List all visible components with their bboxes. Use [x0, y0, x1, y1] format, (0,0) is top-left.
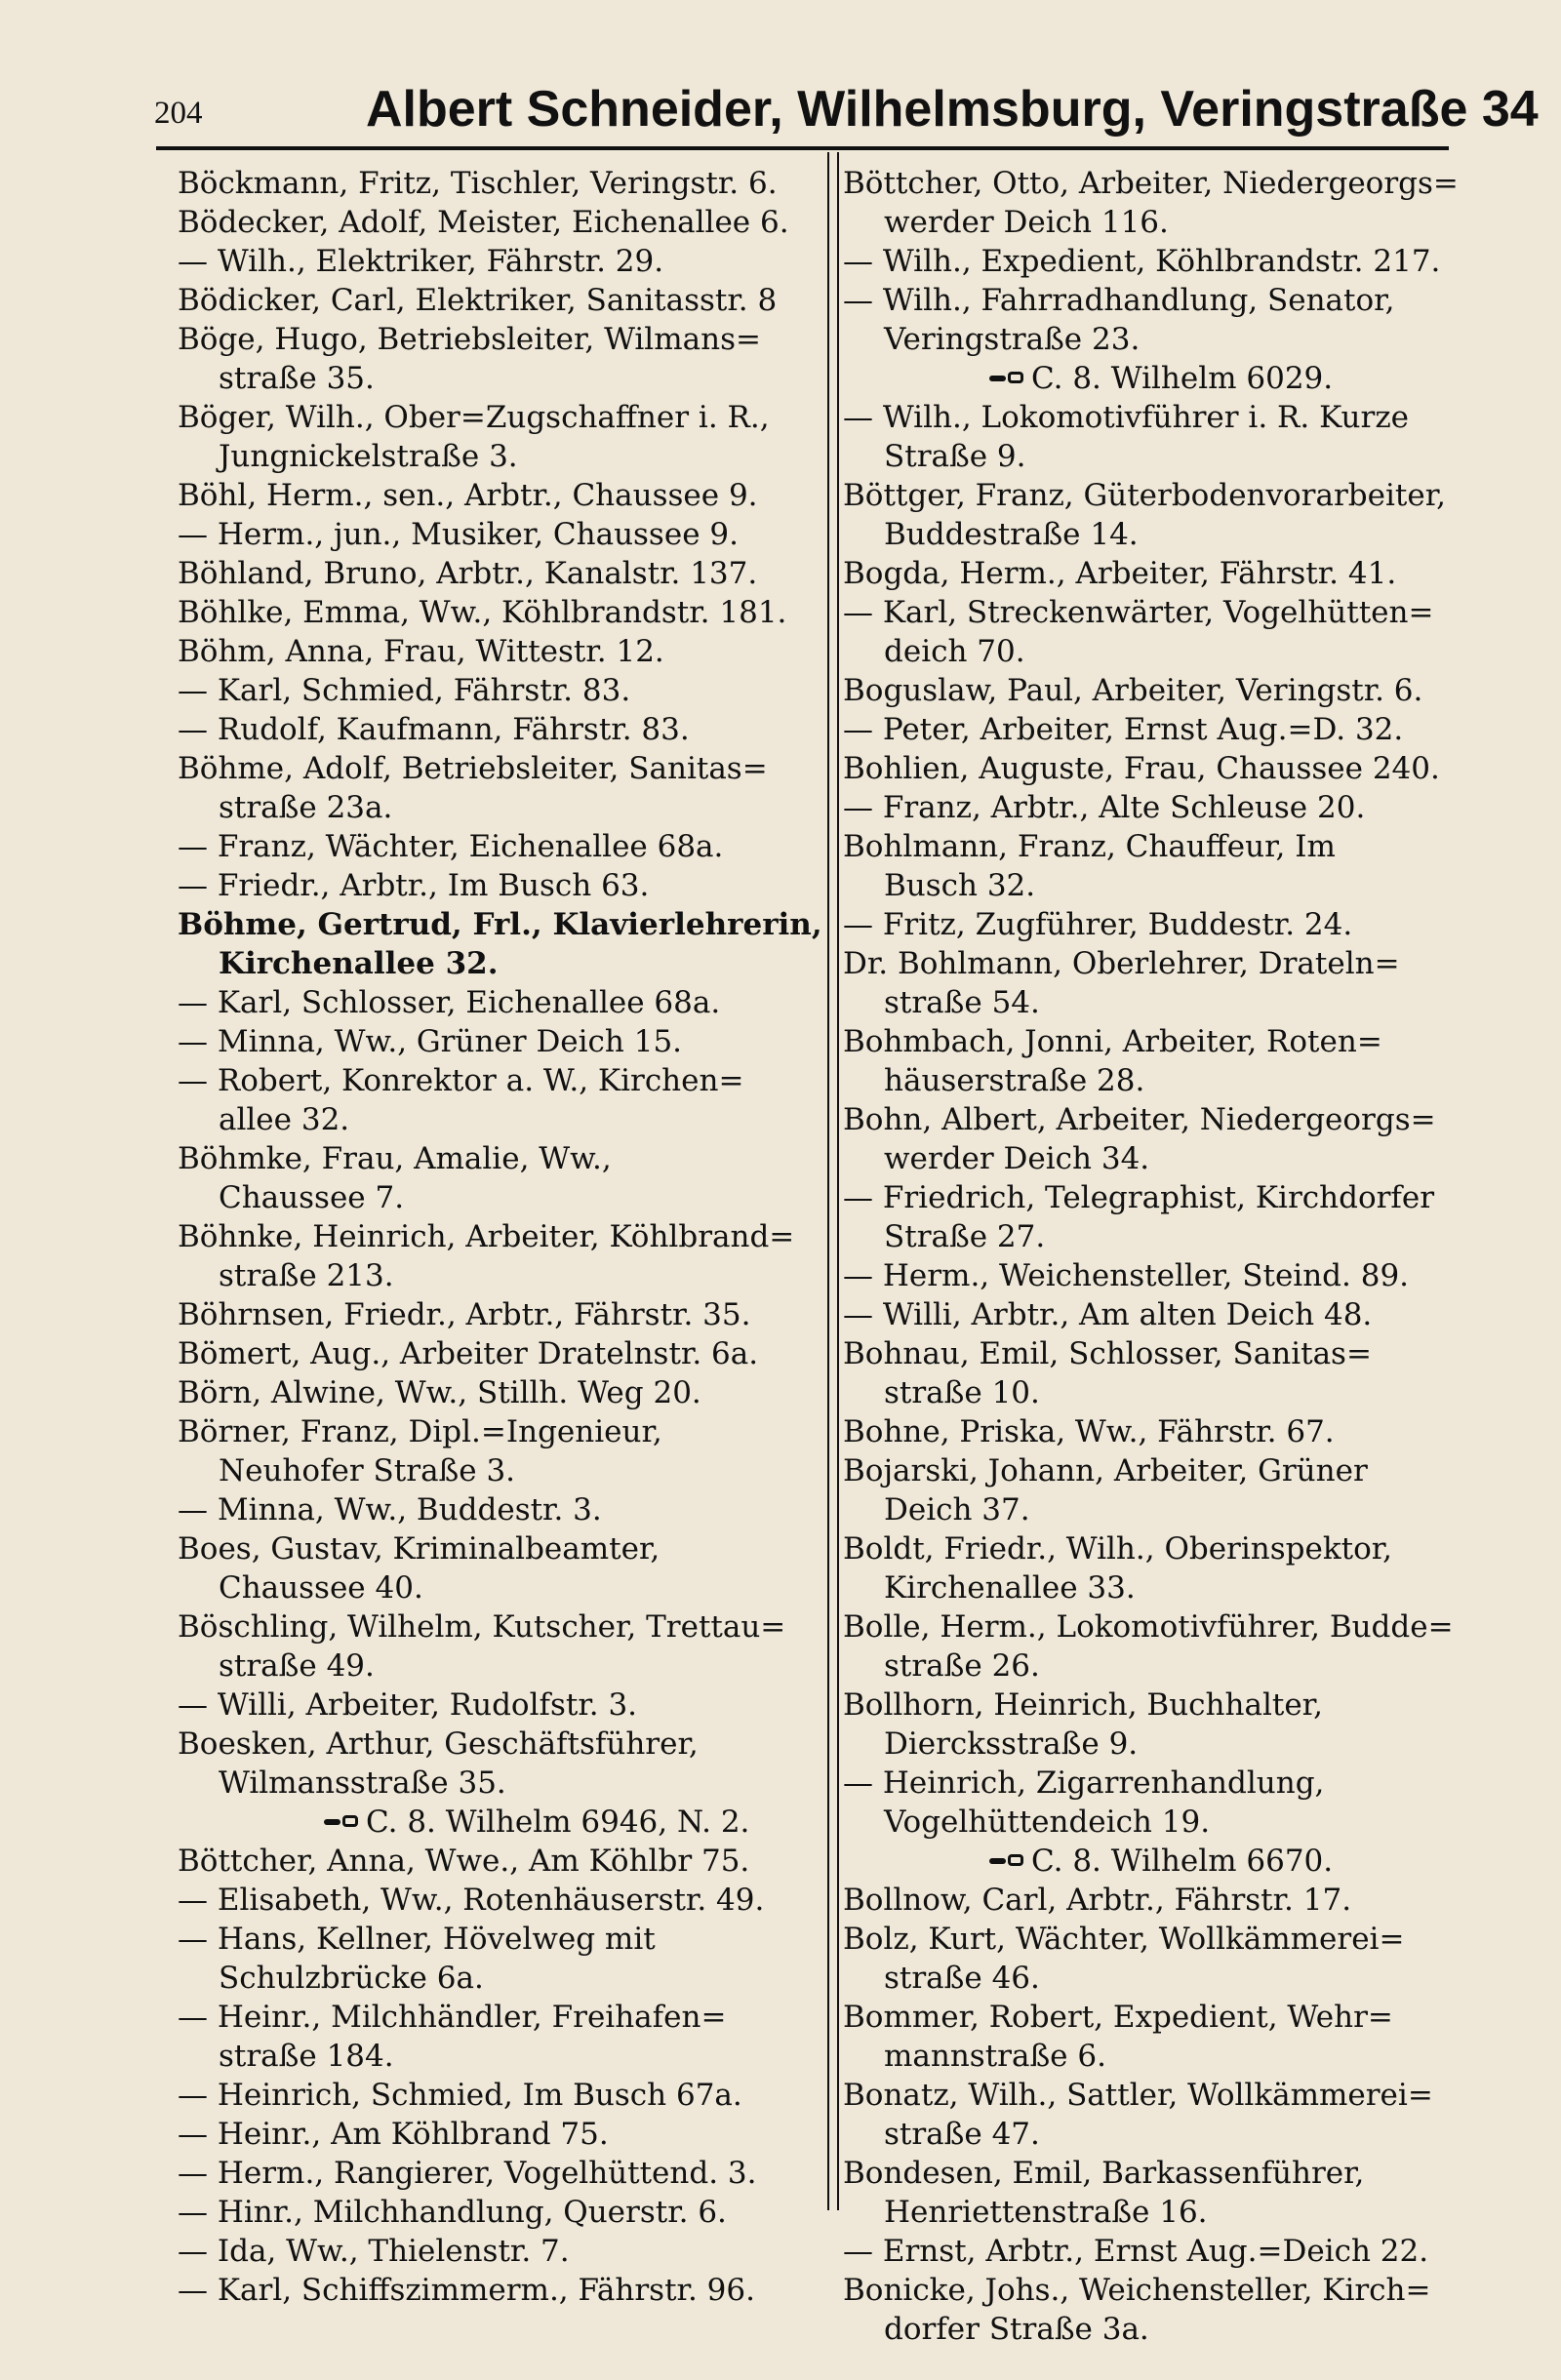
directory-line [843, 1842, 1526, 1881]
directory-line [843, 1959, 1526, 1998]
directory-line [178, 2193, 823, 2232]
directory-entry-text: straße 184. [219, 2039, 394, 2074]
directory-line [843, 1100, 1526, 1139]
directory-line [178, 1881, 823, 1920]
directory-entry-text: Bonatz, Wilh., Sattler, Wollkämmerei= [843, 2078, 1433, 2113]
directory-entry-text: Böge, Hugo, Betriebsleiter, Wilmans= [178, 322, 761, 357]
directory-line [178, 2115, 823, 2154]
directory-entry-text: — Heinrich, Zigarrenhandlung, [843, 1765, 1325, 1801]
directory-line [178, 1490, 823, 1529]
directory-entry-text: — Peter, Arbeiter, Ernst Aug.=D. 32. [843, 712, 1404, 747]
directory-entry-text: Böhland, Bruno, Arbtr., Kanalstr. 137. [178, 556, 758, 591]
directory-line [843, 1256, 1526, 1295]
directory-line [843, 2193, 1526, 2232]
directory-line [843, 1646, 1526, 1686]
directory-line [178, 242, 823, 281]
directory-entry-text: — Wilh., Expedient, Köhlbrandstr. 217. [843, 244, 1441, 279]
directory-line [843, 359, 1526, 398]
directory-line [178, 203, 823, 242]
directory-line [843, 1334, 1526, 1373]
directory-line [178, 1139, 823, 1178]
telephone-icon [989, 1854, 1023, 1868]
directory-entry-text: Diercksstraße 9. [884, 1726, 1139, 1762]
page-number: 204 [154, 96, 203, 131]
directory-line [843, 1373, 1526, 1412]
directory-entry-text: Chaussee 40. [219, 1570, 423, 1606]
directory-entry-text: Bohnau, Emil, Schlosser, Sanitas= [843, 1336, 1372, 1371]
directory-entry-text: — Fritz, Zugführer, Buddestr. 24. [843, 907, 1353, 942]
directory-entry-text: Boldt, Friedr., Wilh., Oberinspektor, [843, 1531, 1393, 1567]
directory-line [178, 359, 823, 398]
directory-entry-text: — Wilh., Lokomotivführer i. R. Kurze [843, 400, 1410, 435]
directory-entry-text: allee 32. [219, 1102, 350, 1137]
directory-entry-text: straße 213. [219, 1258, 394, 1293]
directory-entry-text: — Ernst, Arbtr., Ernst Aug.=Deich 22. [843, 2234, 1429, 2269]
directory-entry-text: Buddestraße 14. [884, 517, 1139, 552]
directory-line [178, 476, 823, 515]
directory-line [178, 1725, 823, 1764]
directory-line [843, 944, 1526, 983]
directory-entry-text: Schulzbrücke 6a. [219, 1961, 484, 1996]
directory-line [178, 1920, 823, 1959]
directory-line [843, 164, 1526, 203]
directory-line [843, 554, 1526, 593]
directory-entry-text: Jungnickelstraße 3. [219, 439, 518, 474]
directory-line [843, 2271, 1526, 2310]
directory-line [178, 320, 823, 359]
directory-line [843, 905, 1526, 944]
directory-line [843, 1568, 1526, 1607]
directory-entry-text: Vogelhüttendeich 19. [884, 1805, 1211, 1840]
directory-entry-text: Böhme, Adolf, Betriebsleiter, Sanitas= [178, 751, 768, 786]
directory-line [843, 1998, 1526, 2037]
directory-entry-text: mannstraße 6. [884, 2039, 1106, 2074]
directory-line [843, 1686, 1526, 1725]
telephone-icon [989, 372, 1023, 385]
directory-entry-text: — Karl, Schmied, Fährstr. 83. [178, 673, 631, 708]
directory-line [843, 671, 1526, 710]
directory-line [178, 983, 823, 1022]
directory-entry-text: Böttcher, Otto, Arbeiter, Niedergeorgs= [843, 166, 1459, 201]
directory-line [178, 1295, 823, 1334]
directory-entry-text: dorfer Straße 3a. [884, 2312, 1149, 2347]
directory-line [843, 437, 1526, 476]
directory-line [843, 1412, 1526, 1451]
directory-entry-text: Böhnke, Heinrich, Arbeiter, Köhlbrand= [178, 1219, 795, 1254]
directory-entry-text: — Karl, Schiffszimmerm., Fährstr. 96. [178, 2273, 755, 2308]
directory-entry-text: Dr. Bohlmann, Oberlehrer, Drateln= [843, 946, 1400, 981]
directory-entry-text: — Minna, Ww., Grüner Deich 15. [178, 1024, 683, 1059]
directory-line [178, 515, 823, 554]
directory-entry-text: — Herm., Weichensteller, Steind. 89. [843, 1258, 1410, 1293]
directory-line [843, 866, 1526, 905]
directory-entry-text: Börn, Alwine, Ww., Stillh. Weg 20. [178, 1375, 701, 1410]
directory-entry-text: Straße 9. [884, 439, 1026, 474]
directory-entry-text: — Karl, Streckenwärter, Vogelhütten= [843, 595, 1434, 630]
directory-entry-text: C. 8. Wilhelm 6670. [1031, 1844, 1334, 1879]
directory-line [178, 1061, 823, 1100]
directory-entry-text: Bojarski, Johann, Arbeiter, Grüner [843, 1453, 1368, 1488]
directory-entry-text: — Heinr., Milchhändler, Freihafen= [178, 2000, 727, 2035]
directory-line [843, 2232, 1526, 2271]
directory-line [843, 1920, 1526, 1959]
directory-entry-text: Kirchenallee 32. [219, 946, 499, 981]
directory-entry-text: Veringstraße 23. [884, 322, 1141, 357]
directory-line [178, 1764, 823, 1803]
directory-entry-text: — Robert, Konrektor a. W., Kirchen= [178, 1063, 744, 1098]
directory-line [178, 2271, 823, 2310]
directory-entry-text: straße 35. [219, 361, 375, 396]
directory-entry-text: — Herm., jun., Musiker, Chaussee 9. [178, 517, 739, 552]
directory-line [178, 1568, 823, 1607]
directory-line [843, 983, 1526, 1022]
directory-line [178, 1959, 823, 1998]
directory-line [178, 1373, 823, 1412]
directory-entry-text: — Franz, Arbtr., Alte Schleuse 20. [843, 790, 1366, 825]
directory-line [178, 671, 823, 710]
directory-line [843, 1529, 1526, 1568]
directory-entry-text: — Ida, Ww., Thielenstr. 7. [178, 2234, 570, 2269]
directory-entry-text: — Heinrich, Schmied, Im Busch 67a. [178, 2078, 742, 2113]
right-directory-column [843, 164, 1526, 2347]
directory-line [178, 1256, 823, 1295]
directory-entry-text: straße 23a. [219, 790, 393, 825]
directory-entry-text: Bollhorn, Heinrich, Buchhalter, [843, 1687, 1323, 1723]
directory-entry-text: Böhrnsen, Friedr., Arbtr., Fährstr. 35. [178, 1297, 751, 1332]
directory-line [843, 1803, 1526, 1842]
directory-entry-text: Bödecker, Adolf, Meister, Eichenallee 6. [178, 205, 789, 240]
directory-entry-text: Bohn, Albert, Arbeiter, Niedergeorgs= [843, 1102, 1436, 1137]
page-title: Albert Schneider, Wilhelmsburg, Veringstraße 34 [366, 81, 1539, 138]
directory-line [178, 164, 823, 203]
directory-line [178, 1686, 823, 1725]
directory-line [843, 1139, 1526, 1178]
directory-line [843, 242, 1526, 281]
directory-line [843, 1451, 1526, 1490]
directory-line [843, 1217, 1526, 1256]
directory-line [843, 1295, 1526, 1334]
directory-line [178, 710, 823, 749]
directory-entry-text: Busch 32. [884, 868, 1036, 903]
directory-line [843, 2076, 1526, 2115]
directory-entry-text: Neuhofer Straße 3. [219, 1453, 516, 1488]
directory-line [178, 827, 823, 866]
directory-entry-text: — Hans, Kellner, Hövelweg mit [178, 1922, 656, 1957]
directory-line [178, 2037, 823, 2076]
directory-line [178, 1217, 823, 1256]
directory-line [178, 1803, 823, 1842]
directory-line [178, 1529, 823, 1568]
directory-line [843, 1607, 1526, 1646]
directory-entry-text: — Herm., Rangierer, Vogelhüttend. 3. [178, 2156, 757, 2191]
directory-entry-text: — Friedr., Arbtr., Im Busch 63. [178, 868, 650, 903]
directory-entry-text: Böhm, Anna, Frau, Wittestr. 12. [178, 634, 664, 669]
directory-entry-text: — Wilh., Fahrradhandlung, Senator, [843, 283, 1395, 318]
directory-entry-text: Bohlien, Auguste, Frau, Chaussee 240. [843, 751, 1440, 786]
telephone-icon [324, 1815, 358, 1829]
directory-entry-text: straße 54. [884, 985, 1040, 1020]
directory-line [178, 788, 823, 827]
directory-entry-text: werder Deich 34. [884, 1141, 1150, 1176]
directory-line [178, 749, 823, 788]
directory-line [178, 2154, 823, 2193]
directory-line [178, 1334, 823, 1373]
directory-entry-text: Bollnow, Carl, Arbtr., Fährstr. 17. [843, 1883, 1352, 1918]
directory-entry-text: Böschling, Wilhelm, Kutscher, Trettau= [178, 1609, 786, 1645]
directory-line [843, 2154, 1526, 2193]
directory-entry-text: Henriettenstraße 16. [884, 2195, 1208, 2230]
directory-entry-text: — Minna, Ww., Buddestr. 3. [178, 1492, 602, 1527]
directory-line [178, 1451, 823, 1490]
directory-entry-text: Deich 37. [884, 1492, 1030, 1527]
directory-line [843, 710, 1526, 749]
directory-line [843, 203, 1526, 242]
directory-entry-text: Böhmke, Frau, Amalie, Ww., [178, 1141, 612, 1176]
directory-line [843, 320, 1526, 359]
directory-entry-text: Bolz, Kurt, Wächter, Wollkämmerei= [843, 1922, 1405, 1957]
directory-line [843, 1178, 1526, 1217]
directory-entry-text: Bödicker, Carl, Elektriker, Sanitasstr. 8 [178, 283, 778, 318]
directory-line [843, 1764, 1526, 1803]
directory-entry-text: Boes, Gustav, Kriminalbeamter, [178, 1531, 660, 1567]
directory-entry-text: Bohlmann, Franz, Chauffeur, Im [843, 829, 1336, 864]
directory-entry-text: — Karl, Schlosser, Eichenallee 68a. [178, 985, 721, 1020]
directory-line [178, 554, 823, 593]
directory-line [178, 905, 823, 944]
header-divider [156, 146, 1449, 150]
directory-entry-text: Bolle, Herm., Lokomotivführer, Budde= [843, 1609, 1454, 1645]
directory-entry-text: Böger, Wilh., Ober=Zugschaffner i. R., [178, 400, 770, 435]
directory-entry-text: Böhlke, Emma, Ww., Köhlbrandstr. 181. [178, 595, 787, 630]
directory-line [178, 398, 823, 437]
directory-entry-text: Böckmann, Fritz, Tischler, Veringstr. 6. [178, 166, 778, 201]
directory-entry-text: Bömert, Aug., Arbeiter Dratelnstr. 6a. [178, 1336, 759, 1371]
directory-line [843, 1881, 1526, 1920]
directory-entry-text: C. 8. Wilhelm 6946, N. 2. [366, 1805, 750, 1840]
directory-line [178, 593, 823, 632]
directory-entry-text: — Willi, Arbtr., Am alten Deich 48. [843, 1297, 1373, 1332]
directory-line [178, 1100, 823, 1139]
directory-line [843, 827, 1526, 866]
directory-line [843, 1022, 1526, 1061]
directory-line [843, 593, 1526, 632]
directory-entry-text: Bonicke, Johs., Weichensteller, Kirch= [843, 2273, 1431, 2308]
directory-entry-text: Kirchenallee 33. [884, 1570, 1136, 1606]
directory-line [843, 1725, 1526, 1764]
directory-entry-text: häuserstraße 28. [884, 1063, 1145, 1098]
directory-entry-text: — Elisabeth, Ww., Rotenhäuserstr. 49. [178, 1883, 765, 1918]
directory-line [843, 2037, 1526, 2076]
directory-entry-text: Chaussee 7. [219, 1180, 405, 1215]
directory-entry-text: Börner, Franz, Dipl.=Ingenieur, [178, 1414, 662, 1449]
left-directory-column [178, 164, 823, 2308]
directory-line [843, 281, 1526, 320]
directory-line [178, 281, 823, 320]
directory-entry-text: Straße 27. [884, 1219, 1046, 1254]
directory-entry-text: — Willi, Arbeiter, Rudolfstr. 3. [178, 1687, 638, 1723]
directory-line [178, 2076, 823, 2115]
directory-entry-text: — Rudolf, Kaufmann, Fährstr. 83. [178, 712, 690, 747]
directory-entry-text: werder Deich 116. [884, 205, 1169, 240]
directory-line [843, 749, 1526, 788]
directory-entry-text: Böhme, Gertrud, Frl., Klavierlehrerin, [178, 907, 822, 942]
directory-line [178, 1842, 823, 1881]
directory-entry-text: Bohmbach, Jonni, Arbeiter, Roten= [843, 1024, 1382, 1059]
directory-line [178, 1412, 823, 1451]
directory-entry-text: — Hinr., Milchhandlung, Querstr. 6. [178, 2195, 727, 2230]
directory-entry-text: — Franz, Wächter, Eichenallee 68a. [178, 829, 724, 864]
directory-entry-text: — Heinr., Am Köhlbrand 75. [178, 2117, 609, 2152]
directory-line [843, 2115, 1526, 2154]
directory-entry-text: straße 10. [884, 1375, 1040, 1410]
directory-line [843, 1061, 1526, 1100]
directory-line [843, 476, 1526, 515]
directory-entry-text: Böhl, Herm., sen., Arbtr., Chaussee 9. [178, 478, 758, 513]
column-divider [827, 152, 839, 2210]
directory-entry-text: C. 8. Wilhelm 6029. [1031, 361, 1334, 396]
directory-entry-text: Bohne, Priska, Ww., Fährstr. 67. [843, 1414, 1335, 1449]
directory-entry-text: straße 46. [884, 1961, 1040, 1996]
directory-line [843, 1490, 1526, 1529]
directory-entry-text: straße 26. [884, 1648, 1040, 1684]
directory-entry-text: Boguslaw, Paul, Arbeiter, Veringstr. 6. [843, 673, 1423, 708]
directory-line [178, 1178, 823, 1217]
directory-line [178, 1998, 823, 2037]
directory-line [843, 398, 1526, 437]
directory-entry-text: Böttcher, Anna, Wwe., Am Köhlbr 75. [178, 1844, 750, 1879]
directory-line [178, 2232, 823, 2271]
directory-line [843, 515, 1526, 554]
directory-entry-text: Boesken, Arthur, Geschäftsführer, [178, 1726, 699, 1762]
directory-line [843, 2310, 1526, 2349]
directory-entry-text: Böttger, Franz, Güterbodenvorarbeiter, [843, 478, 1446, 513]
directory-entry-text: Bondesen, Emil, Barkassenführer, [843, 2156, 1365, 2191]
directory-entry-text: deich 70. [884, 634, 1025, 669]
directory-entry-text: — Friedrich, Telegraphist, Kirchdorfer [843, 1180, 1435, 1215]
directory-entry-text: straße 47. [884, 2117, 1040, 2152]
directory-line [178, 944, 823, 983]
directory-line [178, 866, 823, 905]
directory-entry-text: straße 49. [219, 1648, 375, 1684]
directory-line [178, 1022, 823, 1061]
directory-line [843, 788, 1526, 827]
directory-line [843, 632, 1526, 671]
directory-entry-text: Wilmansstraße 35. [219, 1765, 506, 1801]
directory-entry-text: — Wilh., Elektriker, Fährstr. 29. [178, 244, 664, 279]
directory-line [178, 632, 823, 671]
directory-line [178, 1646, 823, 1686]
directory-entry-text: Bogda, Herm., Arbeiter, Fährstr. 41. [843, 556, 1397, 591]
directory-line [178, 437, 823, 476]
directory-entry-text: Bommer, Robert, Expedient, Wehr= [843, 2000, 1393, 2035]
directory-line [178, 1607, 823, 1646]
